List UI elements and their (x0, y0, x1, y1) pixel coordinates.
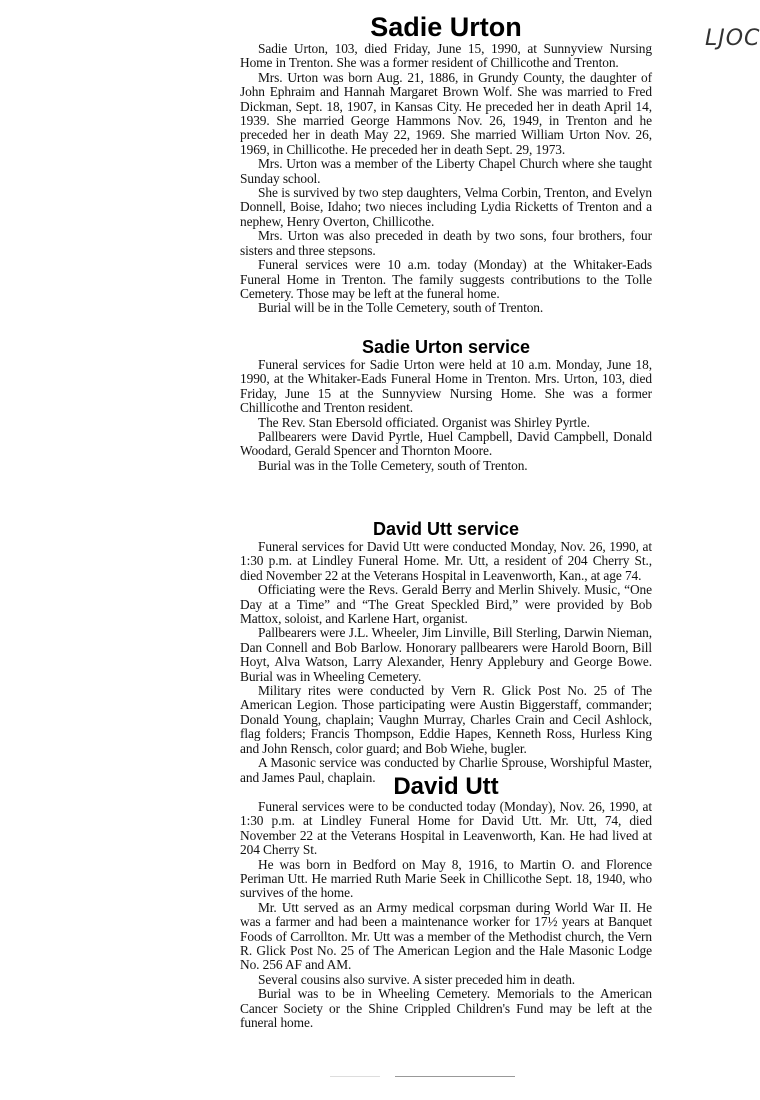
obituary-david-utt (240, 774, 652, 1031)
paragraph: Several cousins also survive. A sister preceded him in death. (258, 971, 576, 987)
handwritten-annotation: LJOC (705, 26, 760, 51)
obituary-david-utt-service (240, 518, 652, 785)
divider-line (330, 1076, 380, 1077)
paragraph: Mrs. Urton was a member of the Liberty Chapel Church where she taught Sunday school. (240, 156, 652, 186)
paragraph: Burial was to be in Wheeling Cemetery. Memorials to the American Cancer Society or the Shine Crippled Children's Fund may be left at the funeral home. (240, 986, 652, 1031)
divider-line (395, 1076, 515, 1077)
paragraph: Mr. Utt served as an Army medical corpsman during World War II. He was a farmer and had been a maintenance worker for 17½ years at Banquet Foods of Carrollton. Mr. Utt was a member of the Methodist church, the Vern R. Glick Post No. 25 of The American Legion and the Hale Masonic Lodge No. 256 AF and AM. (240, 899, 652, 973)
paragraph: Burial will be in the Tolle Cemetery, south of Trenton. (258, 300, 544, 316)
obituary-title: Sadie Urton service (361, 337, 531, 357)
paragraph: Funeral services for Sadie Urton were held at 10 a.m. Monday, June 18, 1990, at the Whitaker-Eads Funeral Home in Trenton. Mrs. Urton, 103, died Friday, June 15 at the Sunnyview Nursing Home. She was a former Chillicothe and Trenton resident. (240, 357, 652, 416)
paragraph: Funeral services were to be conducted today (Monday), Nov. 26, 1990, at 1:30 p.m. at Lindley Funeral Home for David Utt. Mr. Utt, 74, died November 22 at the Veterans Hospital in Leavenworth, Kan. He had lived at 204 Cherry St. (240, 799, 652, 858)
obituary-title: David Utt service (372, 519, 520, 539)
paragraph: He was born in Bedford on May 8, 1916, to Martin O. and Florence Periman Utt. He married Ruth Marie Seek in Chillicothe Sept. 18, 1940, who survives of the home. (240, 856, 652, 901)
paragraph: Mrs. Urton was also preceded in death by two sons, four brothers, four sisters and three stepsons. (240, 228, 652, 258)
obituary-title: David Utt (393, 773, 499, 800)
paragraph: The Rev. Stan Ebersold officiated. Organist was Shirley Pyrtle. (258, 414, 590, 430)
obituary-title: Sadie Urton (370, 12, 522, 42)
paragraph: Pallbearers were David Pyrtle, Huel Campbell, David Campbell, Donald Woodard, Gerald Spencer and Thornton Moore. (240, 429, 652, 459)
paragraph: Funeral services were 10 a.m. today (Monday) at the Whitaker-Eads Funeral Home in Trenton. The family suggests contributions to the Tolle Cemetery. Those may be left at the funeral home. (240, 257, 652, 301)
paragraph: Officiating were the Revs. Gerald Berry and Merlin Shively. Music, “One Day at a Time” and “The Great Speckled Bird,” were provided by Bob Mattox, soloist, and Karlene Hart, organist. (240, 582, 652, 627)
paragraph: Funeral services for David Utt were conducted Monday, Nov. 26, 1990, at 1:30 p.m. at Lindley Funeral Home. Mr. Utt, a resident of 204 Cherry St., died November 22 at the Veterans Hospital in Leavenworth, Kan., at age 74. (240, 539, 652, 583)
obituary-sadie-urton (240, 12, 652, 316)
paragraph: Mrs. Urton was born Aug. 21, 1886, in Grundy County, the daughter of John Ephraim and Hannah Margaret Brown Wolf. She was married to Fred Dickman, Sept. 18, 1907, in Kansas City. He preceded her in death April 14, 1939. She married George Hammons Nov. 26, 1949, in Trenton and he preceded her in death May 22, 1969. She married William Urton Nov. 26, 1969, in Chillicothe. He preceded her in death Sept. 29, 1973. (240, 69, 652, 157)
obituary-sadie-urton-service (240, 336, 652, 473)
paragraph: A Masonic service was conducted by Charlie Sprouse, Worshipful Master, and James Paul, chaplain. (240, 755, 652, 785)
paragraph: She is survived by two step daughters, Velma Corbin, Trenton, and Evelyn Donnell, Boise, Idaho; two nieces including Lydia Ricketts of Trenton and a nephew, Henry Overton, Chillicothe. (240, 185, 652, 229)
paragraph: Pallbearers were J.L. Wheeler, Jim Linville, Bill Sterling, Darwin Nieman, Dan Connell and Bob Barlow. Honorary pallbearers were Harold Boorn, Bill Hoyt, Alva Watson, Larry Alexander, Henry Applebury and George Bowe. Burial was in Wheeling Cemetery. (240, 625, 652, 684)
paragraph: Sadie Urton, 103, died Friday, June 15, 1990, at Sunnyview Nursing Home in Trenton. She was a former resident of Chillicothe and Trenton. (240, 41, 652, 71)
paragraph: Burial was in the Tolle Cemetery, south of Trenton. (258, 457, 528, 473)
paragraph: Military rites were conducted by Vern R. Glick Post No. 25 of The American Legion. Those participating were Austin Biggerstaff, commander; Donald Young, chaplain; Vaughn Murray, Charles Crain and Cecil Ashlock, flag folders; Francis Thompson, Eddie Hapes, Kenneth Ross, Hurless King and John Rensch, color guard; and Bob Wiehe, bugler. (240, 683, 652, 756)
